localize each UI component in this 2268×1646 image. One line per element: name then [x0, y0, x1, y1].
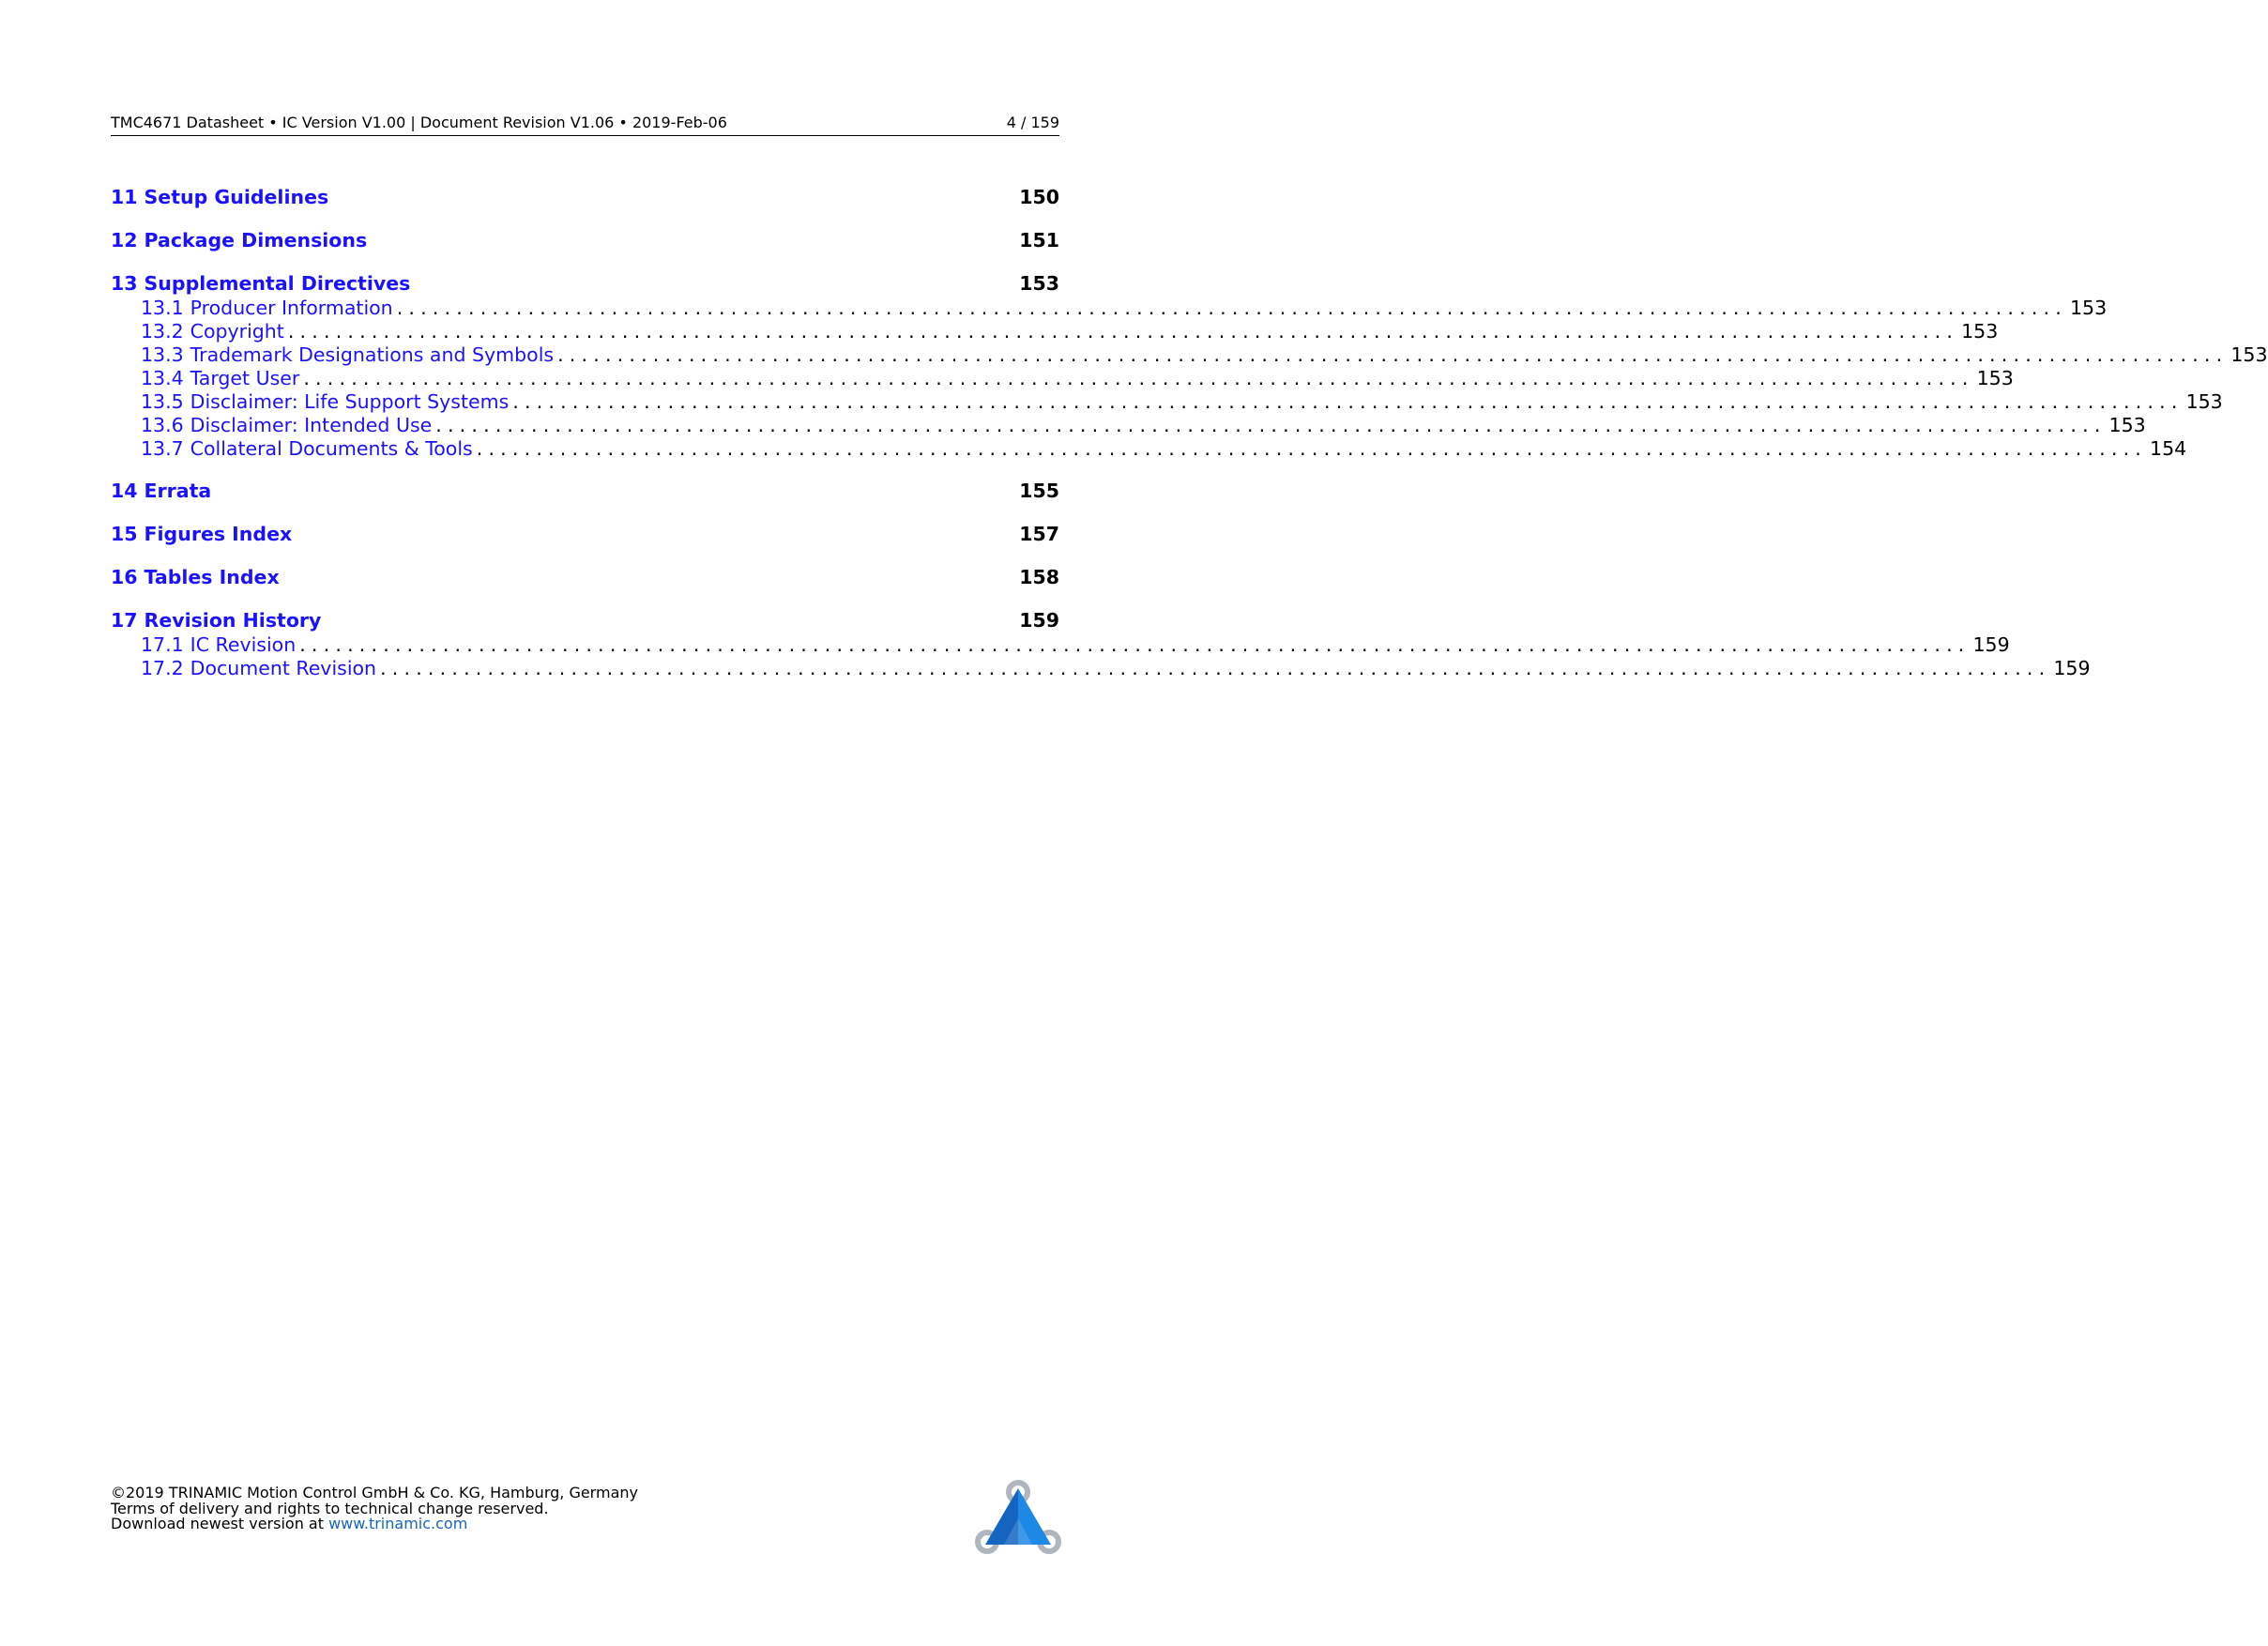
toc-section-13-6[interactable] — [111, 414, 2146, 437]
toc-chapter-15[interactable] — [111, 521, 1062, 547]
trinamic-logo-icon — [976, 1481, 1060, 1554]
table-of-contents — [111, 184, 2268, 680]
toc-leader-dots: ............................................................................................................................................ — [435, 414, 2107, 436]
toc-section-label: Target User — [190, 367, 300, 389]
toc-leader-dots: ............................................................................................................................................ — [512, 390, 2184, 413]
toc-chapter-number: 13 — [111, 272, 138, 295]
toc-chapter-label: Figures Index — [144, 523, 293, 545]
toc-section-page: 153 — [1976, 367, 2014, 389]
toc-section-number: 17.1 — [141, 633, 184, 656]
toc-chapter-page: 158 — [1019, 566, 1059, 588]
toc-chapter-13[interactable] — [111, 270, 1062, 297]
toc-section-page: 154 — [2150, 437, 2187, 460]
toc-section-17-1[interactable] — [111, 633, 2010, 657]
toc-chapter-16[interactable] — [111, 564, 1062, 590]
toc-chapter-17[interactable] — [111, 607, 1062, 633]
toc-section-page: 153 — [2230, 343, 2268, 366]
toc-section-page: 153 — [2069, 297, 2108, 319]
footer-copyright: ©2019 TRINAMIC Motion Control GmbH & Co. KG, Hamburg, Germany — [111, 1484, 638, 1501]
toc-chapter-title[interactable] — [111, 478, 211, 504]
toc-section-title[interactable] — [141, 414, 435, 437]
toc-section-label: Disclaimer: Life Support Systems — [190, 390, 510, 413]
toc-leader-dots: ............................................................................................................................................ — [557, 343, 2229, 366]
toc-section-title[interactable] — [141, 657, 380, 680]
toc-section-title[interactable] — [141, 297, 397, 320]
toc-section-number: 13.1 — [141, 297, 184, 319]
toc-section-title[interactable] — [141, 367, 303, 390]
toc-section-label: Copyright — [190, 320, 284, 343]
toc-section-number: 13.3 — [141, 343, 184, 366]
toc-section-number: 17.2 — [141, 657, 184, 679]
toc-section-number: 13.5 — [141, 390, 184, 413]
toc-section-title[interactable] — [141, 343, 557, 367]
toc-section-page: 153 — [2185, 390, 2223, 413]
toc-section-13-1[interactable] — [111, 297, 2108, 320]
toc-section-page: 153 — [1961, 320, 1999, 343]
toc-chapter-number: 16 — [111, 566, 138, 588]
toc-section-label: Disclaimer: Intended Use — [190, 414, 433, 436]
toc-section-label: Producer Information — [190, 297, 393, 319]
toc-chapter-page: 151 — [1019, 229, 1059, 251]
toc-leader-dots: ............................................................................................................................................ — [299, 633, 1971, 656]
toc-section-page: 159 — [1972, 633, 2010, 656]
toc-leader-dots: ............................................................................................................................................ — [396, 297, 2067, 319]
toc-chapter-title[interactable] — [111, 227, 367, 253]
toc-section-13-2[interactable] — [111, 320, 1999, 343]
toc-section-title[interactable] — [141, 437, 477, 461]
toc-chapter-page: 157 — [1019, 523, 1059, 545]
toc-chapter-label: Revision History — [144, 609, 322, 632]
toc-chapter-number: 12 — [111, 229, 138, 251]
toc-section-page: 159 — [2053, 657, 2091, 679]
toc-section-label: Trademark Designations and Symbols — [190, 343, 555, 366]
toc-leader-dots: ............................................................................................................................................ — [476, 437, 2148, 460]
toc-section-label: IC Revision — [190, 633, 297, 656]
toc-section-13-7[interactable] — [111, 437, 2187, 461]
toc-chapter-title[interactable] — [111, 270, 410, 297]
toc-chapter-label: Package Dimensions — [144, 229, 368, 251]
toc-chapter-label: Tables Index — [144, 566, 280, 588]
toc-section-title[interactable] — [141, 390, 512, 414]
toc-section-title[interactable] — [141, 633, 299, 657]
toc-leader-dots: ............................................................................................................................................ — [287, 320, 1959, 343]
toc-chapter-11[interactable] — [111, 184, 1062, 210]
toc-section-number: 13.2 — [141, 320, 184, 343]
header-page-indicator: 4 / 159 — [1006, 114, 1059, 131]
toc-section-page: 153 — [2108, 414, 2146, 436]
toc-section-title[interactable] — [141, 320, 288, 343]
page-footer — [111, 1486, 674, 1532]
toc-section-label: Document Revision — [190, 657, 377, 679]
toc-chapter-number: 17 — [111, 609, 138, 632]
toc-chapter-page: 155 — [1019, 480, 1059, 502]
page-header — [111, 113, 1059, 136]
toc-chapter-number: 11 — [111, 186, 138, 208]
toc-chapter-14[interactable] — [111, 478, 1062, 504]
toc-chapter-page: 159 — [1019, 609, 1059, 632]
toc-chapter-title[interactable] — [111, 607, 321, 633]
toc-section-13-5[interactable] — [111, 390, 2223, 414]
toc-leader-dots: ............................................................................................................................................ — [380, 657, 2051, 679]
toc-leader-dots: ............................................................................................................................................ — [303, 367, 1974, 389]
toc-chapter-number: 15 — [111, 523, 138, 545]
toc-chapter-number: 14 — [111, 480, 138, 502]
toc-chapter-12[interactable] — [111, 227, 1062, 253]
toc-section-number: 13.7 — [141, 437, 184, 460]
toc-chapter-title[interactable] — [111, 564, 280, 590]
toc-section-label: Collateral Documents & Tools — [190, 437, 473, 460]
footer-terms: Terms of delivery and rights to technical change reserved. — [111, 1499, 549, 1517]
toc-section-13-3[interactable] — [111, 343, 2268, 367]
toc-section-number: 13.6 — [141, 414, 184, 436]
toc-section-13-4[interactable] — [111, 367, 2014, 390]
toc-chapter-label: Supplemental Directives — [144, 272, 411, 295]
header-document-info: TMC4671 Datasheet • IC Version V1.00 | Document Revision V1.06 • 2019-Feb-06 — [111, 114, 727, 131]
toc-chapter-title[interactable] — [111, 184, 328, 210]
footer-download-prefix: Download newest version at — [111, 1515, 329, 1532]
toc-chapter-page: 153 — [1019, 272, 1059, 295]
toc-section-17-2[interactable] — [111, 657, 2091, 680]
toc-chapter-label: Setup Guidelines — [144, 186, 329, 208]
toc-chapter-label: Errata — [144, 480, 212, 502]
toc-chapter-page: 150 — [1019, 186, 1059, 208]
toc-section-number: 13.4 — [141, 367, 184, 389]
footer-download — [111, 1516, 674, 1532]
toc-chapter-title[interactable] — [111, 521, 292, 547]
footer-website-link[interactable]: www.trinamic.com — [328, 1515, 468, 1532]
